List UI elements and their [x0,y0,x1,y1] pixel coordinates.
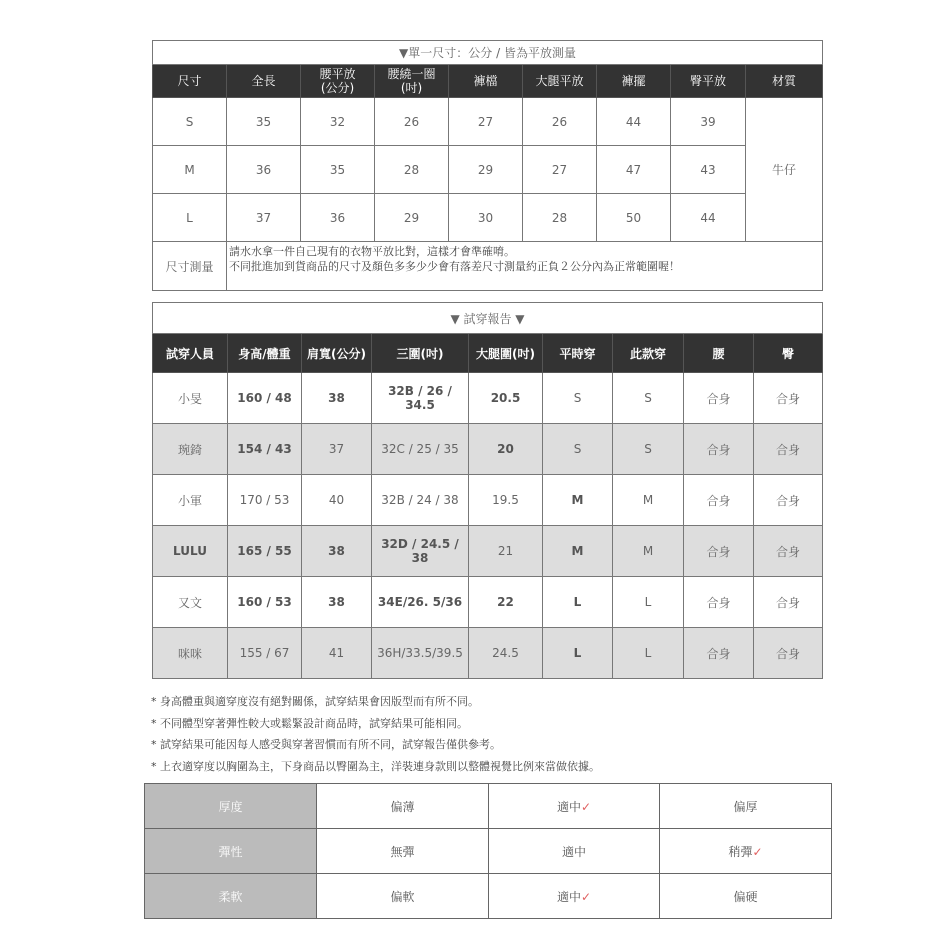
tryon-cell: 32B / 26 / 34.5 [372,373,469,424]
size-note-line: 不同批進加到貨商品的尺寸及顏色多多少少會有落差尺寸測量約正負２公分內為正常範圍喔！ [229,260,680,273]
tryon-row [153,526,823,577]
tryon-cell: 19.5 [469,475,543,526]
tryon-row [153,475,823,526]
fabric-row-label: 柔軟 [145,874,317,919]
tryon-header-cell: 肩寬(公分) [302,334,372,373]
size-cell: 44 [597,98,671,146]
size-cell: 29 [449,146,523,194]
size-cell: 26 [523,98,597,146]
tryon-cell: 20.5 [469,373,543,424]
tryon-cell: 41 [302,628,372,679]
tryon-header-cell: 三圍(吋) [372,334,469,373]
tryon-cell: 小旻 [153,373,228,424]
tryon-cell: 170 / 53 [228,475,302,526]
size-cell: 35 [227,98,301,146]
tryon-cell: S [543,424,613,475]
tryon-row [153,577,823,628]
fabric-option-text: 偏硬 [733,889,758,904]
size-table [152,40,823,291]
size-note-text [227,242,823,291]
size-header-cell: 腰平放 (公分) [301,65,375,98]
tryon-cell: 合身 [684,628,754,679]
tryon-cell: 合身 [754,526,823,577]
size-cell: 44 [671,194,746,242]
size-cell: 37 [227,194,301,242]
fabric-option-text: 無彈 [390,844,415,859]
size-header-cell: 腰繞一圈 (吋) [375,65,449,98]
tryon-cell: 38 [302,526,372,577]
tryon-cell: 32C / 25 / 35 [372,424,469,475]
fabric-option-text: 稍彈 [728,844,753,859]
size-cell: 50 [597,194,671,242]
size-header-cell: 尺寸 [153,65,227,98]
footnotes [151,694,851,780]
tryon-cell: 24.5 [469,628,543,679]
size-row [153,194,823,242]
size-cell: 26 [375,98,449,146]
tryon-header-cell: 試穿人員 [153,334,228,373]
size-cell: 28 [523,194,597,242]
tryon-cell: M [543,475,613,526]
tryon-cell: 合身 [754,475,823,526]
fabric-option-text: 偏薄 [390,799,415,814]
fabric-option-text: 適中 [556,799,581,814]
tryon-cell: 21 [469,526,543,577]
size-cell: 29 [375,194,449,242]
fabric-table-body [145,784,832,919]
size-table-header-row [153,65,823,98]
tryon-cell: 165 / 55 [228,526,302,577]
tryon-cell: 22 [469,577,543,628]
tryon-cell: S [543,373,613,424]
check-mark-icon: ✓ [580,799,592,814]
tryon-header-cell: 此款穿 [613,334,684,373]
footnote: * 上衣適穿度以胸圍為主，下身商品以臀圍為主，洋裝連身款則以整體視覺比例來當做依據。 [151,759,600,773]
size-cell: 43 [671,146,746,194]
footnote: * 身高體重與適穿度沒有絕對關係，試穿結果會因版型而有所不同。 [151,695,479,708]
fabric-option [660,829,832,874]
tryon-cell: 合身 [754,424,823,475]
footnote: * 不同體型穿著彈性較大或鬆緊設計商品時，試穿結果可能相同。 [151,716,468,730]
tryon-cell: LULU [153,526,228,577]
tryon-cell: M [613,475,684,526]
size-cell: 32 [301,98,375,146]
size-cell: 27 [523,146,597,194]
fabric-option [660,784,832,829]
tryon-cell: 琬錡 [153,424,228,475]
tryon-header-cell: 平時穿 [543,334,613,373]
fabric-row-label: 彈性 [145,829,317,874]
size-header-cell: 褲擺 [597,65,671,98]
size-header-cell: 褲檔 [449,65,523,98]
tryon-cell: 合身 [754,628,823,679]
tryon-cell: 合身 [684,424,754,475]
tryon-cell: L [543,577,613,628]
tryon-cell: 合身 [754,577,823,628]
tryon-cell: M [613,526,684,577]
size-header-cell: 全長 [227,65,301,98]
tryon-cell: L [613,577,684,628]
tryon-cell: 36H/33.5/39.5 [372,628,469,679]
tryon-cell: 40 [302,475,372,526]
size-cell: 30 [449,194,523,242]
size-cell: 36 [301,194,375,242]
footnote: * 試穿結果可能因每人感受與穿著習慣而有所不同，試穿報告僅供參考。 [151,738,501,751]
size-cell: 39 [671,98,746,146]
tryon-cell: 38 [302,373,372,424]
fabric-option-text: 適中 [556,889,581,904]
size-header-cell: 材質 [746,65,823,98]
fabric-option [489,784,660,829]
size-header-cell: 臀平放 [671,65,746,98]
tryon-cell: 32B / 24 / 38 [372,475,469,526]
tryon-cell: 160 / 53 [228,577,302,628]
material-cell: 牛仔 [746,98,823,242]
fabric-option-text: 適中 [561,844,586,859]
size-table-caption: ▼單一尺寸：公分 / 皆為平放測量 [153,41,823,65]
fabric-option-text: 偏軟 [390,889,415,904]
check-mark-icon: ✓ [580,889,592,904]
size-note-label: 尺寸測量 [153,242,227,291]
size-header-cell: 大腿平放 [523,65,597,98]
size-cell: L [153,194,227,242]
tryon-cell: 合身 [684,373,754,424]
fabric-row [145,829,832,874]
tryon-cell: L [543,628,613,679]
tryon-cell: 32D / 24.5 / 38 [372,526,469,577]
tryon-caption: ▼ 試穿報告 ▼ [153,303,823,334]
tryon-header-cell: 大腿圍(吋) [469,334,543,373]
tryon-cell: 合身 [754,373,823,424]
tryon-cell: 154 / 43 [228,424,302,475]
tryon-cell: 20 [469,424,543,475]
fabric-option [489,874,660,919]
fabric-row [145,874,832,919]
fabric-option [489,829,660,874]
size-cell: 35 [301,146,375,194]
tryon-report-table [152,302,823,679]
tryon-cell: S [613,424,684,475]
tryon-cell: 155 / 67 [228,628,302,679]
fabric-attributes-table [144,783,832,919]
tryon-cell: L [613,628,684,679]
tryon-cell: 咪咪 [153,628,228,679]
tryon-cell: 160 / 48 [228,373,302,424]
size-row [153,146,823,194]
size-cell: 28 [375,146,449,194]
tryon-row [153,424,823,475]
tryon-header-cell: 身高/體重 [228,334,302,373]
size-cell: S [153,98,227,146]
fabric-row-label: 厚度 [145,784,317,829]
tryon-row [153,628,823,679]
size-note-row [153,242,823,291]
tryon-header-cell: 腰 [684,334,754,373]
tryon-cell: 合身 [684,526,754,577]
tryon-cell: 合身 [684,475,754,526]
size-cell: 47 [597,146,671,194]
size-note-line: 請水水拿一件自己現有的衣物平放比對，這樣才會準確唷。 [229,245,515,258]
tryon-cell: 37 [302,424,372,475]
size-cell: 36 [227,146,301,194]
tryon-cell: S [613,373,684,424]
tryon-header-row [153,334,823,373]
check-mark-icon: ✓ [752,844,763,859]
size-cell: 27 [449,98,523,146]
tryon-cell: 34E/26. 5/36 [372,577,469,628]
size-cell: M [153,146,227,194]
fabric-option [317,829,489,874]
tryon-cell: 38 [302,577,372,628]
tryon-cell: M [543,526,613,577]
fabric-option [660,874,832,919]
fabric-option [317,874,489,919]
fabric-option-text: 偏厚 [733,799,758,814]
tryon-cell: 又文 [153,577,228,628]
tryon-header-cell: 臀 [754,334,823,373]
tryon-cell: 小軍 [153,475,228,526]
fabric-option [317,784,489,829]
tryon-cell: 合身 [684,577,754,628]
tryon-row [153,373,823,424]
fabric-row [145,784,832,829]
size-row [153,98,823,146]
